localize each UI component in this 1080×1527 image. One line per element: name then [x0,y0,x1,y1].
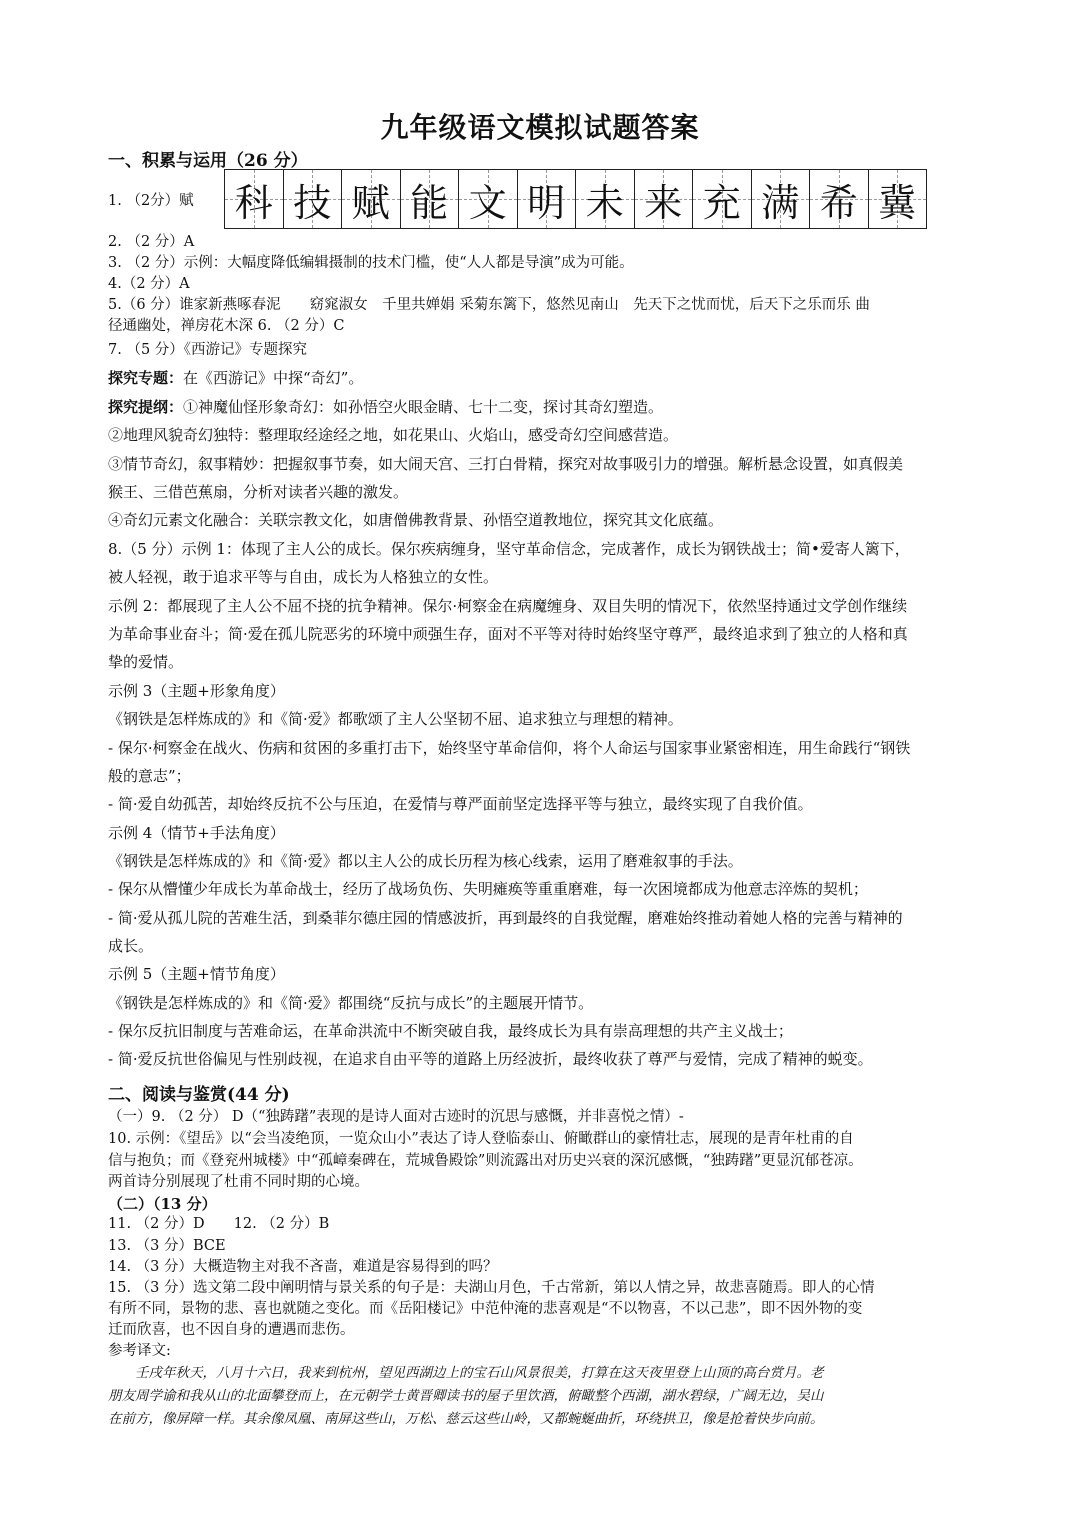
q8-example5-heading: 示例 5（主题+情节角度） [108,965,285,983]
section-heading-2: 二、阅读与鉴赏(44 分) [108,1085,290,1105]
answer-q10-b: 信与抱负；而《登兖州城楼》中“孤嶂秦碑在，荒城鲁殿馀”则流露出对历史兴衰的深沉感慨，“独踌躇”更显沉郁苍凉。 [108,1153,863,1169]
answer-q5-line2: 径通幽处，禅房花木深 6. （2 分）C [108,318,345,334]
q8-example3-c: 般的意志”； [108,767,191,785]
grid-cell: 文 [459,170,518,228]
grid-cell: 能 [401,170,460,228]
topic-text: 在《西游记》中探“奇幻”。 [183,369,364,387]
answer-q9: （一）9. （2 分） D（“独踌躇”表现的是诗人面对古迹时的沉思与感慨，并非喜悦之情）- [108,1109,684,1125]
answer-q4: 4.（2 分）A [108,276,190,292]
grid-cell: 充 [693,170,752,228]
grid-cell: 冀 [869,170,927,228]
grid-cell: 满 [752,170,811,228]
grid-cell: 明 [518,170,577,228]
topic-line [108,368,978,388]
grid-cell: 来 [635,170,694,228]
q8-example2-b: 为革命事业奋斗；简·爱在孤儿院恶劣的环境中顽强生存，面对不平等对待时始终坚守尊严，最终追求到了独立的人格和真 [108,625,908,643]
answer-q11-q12: 11. （2 分）D 12. （2 分）B [108,1216,330,1232]
q8-example3-a: 《钢铁是怎样炼成的》和《简·爱》都歌颂了主人公坚韧不屈、追求独立与理想的精神。 [108,710,683,728]
q8-example4-d: 成长。 [108,937,154,955]
section-heading-1: 一、积累与运用（26 分） [108,151,308,171]
answer-q13: 13. （3 分）BCE [108,1238,226,1254]
q8-example4-heading: 示例 4（情节+手法角度） [108,824,285,842]
q8-example5-a: 《钢铁是怎样炼成的》和《简·爱》都围绕“反抗与成长”的主题展开情节。 [108,994,594,1012]
part-two-heading: （二）（13 分） [108,1195,217,1213]
answer-q2: 2. （2 分）A [108,234,195,250]
q8-example4-a: 《钢铁是怎样炼成的》和《简·爱》都以主人公的成长历程为核心线索，运用了磨难叙事的手法。 [108,852,743,870]
grid-cell: 科 [225,170,284,228]
q8-example2-c: 挚的爱情。 [108,653,184,671]
translation-line-2: 朋友周学谕和我从山的北面攀登而上，在元朝学士黄晋卿读书的屋子里饮酒，俯瞰整个西湖，湖水碧绿，广阔无边，吴山 [108,1388,824,1404]
answer-q10-c: 两首诗分别展现了杜甫不同时期的心境。 [108,1174,369,1190]
q8-example3-b: - 保尔·柯察金在战火、伤病和贫困的多重打击下，始终坚守革命信仰，将个人命运与国家事业紧密相连，用生命践行“钢铁 [108,739,911,757]
q8-example1-a: 8.（5 分）示例 1：体现了主人公的成长。保尔疾病缠身，坚守革命信念，完成著作，成长为钢铁战士；简•爱寄人篱下， [108,540,910,558]
grid-cell: 技 [284,170,343,228]
q1-label: 1. （2分）赋 [108,193,194,209]
q8-example3-d: - 简·爱自幼孤苦，却始终反抗不公与压迫，在爱情与尊严面前坚定选择平等与独立，最终实现了自我价值。 [108,795,813,813]
q8-example5-b: - 保尔反抗旧制度与苦难命运，在革命洪流中不断突破自我，最终成长为具有崇高理想的共产主义战士； [108,1022,793,1040]
topic-label: 探究专题： [108,369,184,387]
outline-item-2: ②地理风貌奇幻独特：整理取经途经之地，如花果山、火焰山，感受奇幻空间感营造。 [108,426,679,444]
answer-q10-a: 10. 示例：《望岳》以“会当凌绝顶，一览众山小”表达了诗人登临泰山、俯瞰群山的豪情壮志，展现的是青年杜甫的自 [108,1131,854,1147]
q8-example4-c: - 简·爱从孤儿院的苦难生活，到桑菲尔德庄园的情感波折，再到最终的自我觉醒，磨难始终推动着她人格的完善与精神的 [108,909,903,927]
translation-line-3: 在前方，像屏障一样。其余像凤凰、南屏这些山，万松、慈云这些山岭，又都蜿蜒曲折，环绕拱卫，像是抢着快步向前。 [108,1411,824,1427]
answer-q14: 14. （3 分）大概造物主对我不吝啬，难道是容易得到的吗？ [108,1259,498,1275]
reference-translation-label: 参考译文: [108,1343,171,1359]
outline-line-1 [108,397,978,417]
answer-q5-line1: 5.（6 分）谁家新燕啄春泥 窈窕淑女 千里共婵娟 采菊东篱下，悠然见南山 先天下之忧而忧，后天下之乐而乐 曲 [108,297,870,313]
q8-example2-a: 示例 2：都展现了主人公不屈不挠的抗争精神。保尔·柯察金在病魔缠身、双目失明的情况下，依然坚持通过文学创作继续 [108,597,908,615]
grid-cell: 赋 [342,170,401,228]
answer-q15-b: 有所不同，景物的悲、喜也就随之变化。而《岳阳楼记》中范仲淹的悲喜观是“不以物喜，不以己悲”，即不因外物的变 [108,1301,863,1317]
answer-q15-c: 迁而欣喜，也不因自身的遭遇而悲伤。 [108,1322,355,1338]
answer-q3: 3. （2 分）示例：大幅度降低编辑摄制的技术门槛，使“人人都是导演”成为可能。 [108,255,634,271]
grid-cell: 希 [810,170,869,228]
outline-item-3b: 猴王、三借芭蕉扇，分析对读者兴趣的激发。 [108,483,409,501]
grid-cell: 未 [576,170,635,228]
q8-example1-b: 被人轻视，敢于追求平等与自由，成长为人格独立的女性。 [108,568,499,586]
outline-item-1: ①神魔仙怪形象奇幻：如孙悟空火眼金睛、七十二变，探讨其奇幻塑造。 [183,398,664,416]
q8-example4-b: - 保尔从懵懂少年成长为革命战士，经历了战场负伤、失明瘫痪等重重磨难，每一次困境都成为他意志淬炼的契机； [108,880,868,898]
q8-example5-c: - 简·爱反抗世俗偏见与性别歧视，在追求自由平等的道路上历经波折，最终收获了尊严与爱情，完成了精神的蜕变。 [108,1050,873,1068]
answer-q7: 7. （5 分）《西游记》专题探究 [108,342,308,358]
outline-label: 探究提纲： [108,398,184,416]
translation-line-1: 壬戌年秋天，八月十六日，我来到杭州，望见西湖边上的宝石山风景很美，打算在这天夜里登上山顶的高台赏月。老 [108,1365,824,1381]
outline-item-4: ④奇幻元素文化融合：关联宗教文化，如唐僧佛教背景、孙悟空道教地位，探究其文化底蕴。 [108,511,724,529]
q8-example3-heading: 示例 3（主题+形象角度） [108,682,285,700]
character-grid [224,169,927,229]
outline-item-3a: ③情节奇幻，叙事精妙：把握叙事节奏，如大闹天宫、三打白骨精，探究对故事吸引力的增强。解析悬念设置，如真假美 [108,455,904,473]
page-title: 九年级语文模拟试题答案 [380,111,700,144]
answer-q15-a: 15. （3 分）选文第二段中阐明情与景关系的句子是：夫湖山月色，千古常新，第以人情之异，故悲喜随焉。即人的心情 [108,1280,875,1296]
